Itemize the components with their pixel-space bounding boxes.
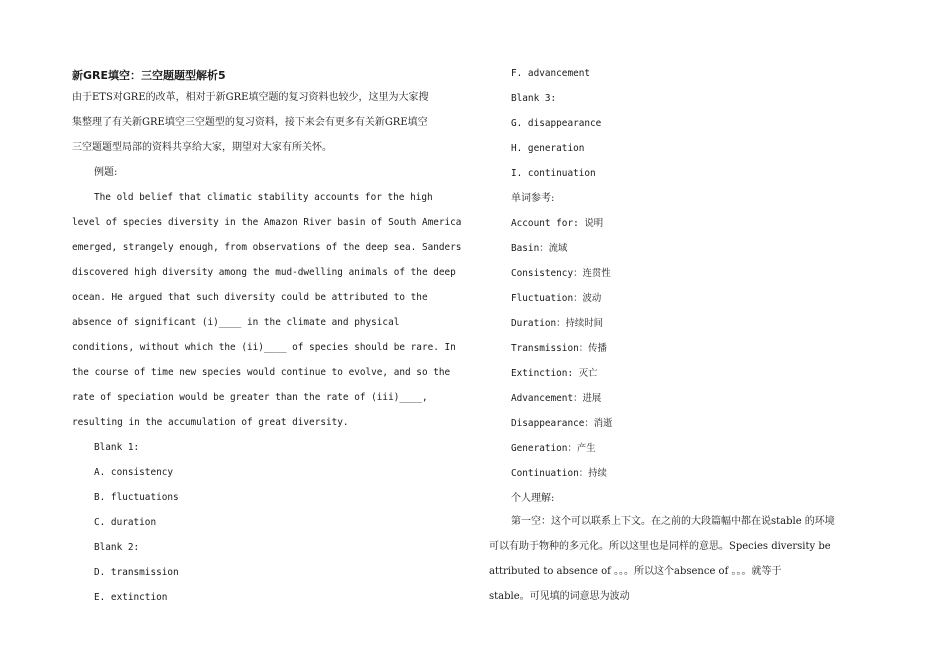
vocab-item: Extinction: 灭亡 bbox=[511, 368, 598, 379]
vocab-item: Fluctuation：波动 bbox=[511, 293, 602, 304]
option-b: B. fluctuations bbox=[94, 492, 179, 503]
analysis-line: attributed to absence of 。。。所以这个absence of 。。。就等于 bbox=[489, 566, 782, 577]
vocab-item: Generation：产生 bbox=[511, 443, 596, 454]
analysis-line: 第一空：这个可以联系上下文。在之前的大段篇幅中都在说stable 的环境 bbox=[511, 516, 835, 527]
blank-3-label: Blank 3: bbox=[511, 93, 557, 104]
option-i: I. continuation bbox=[511, 168, 596, 179]
vocab-label: 单词参考: bbox=[511, 193, 555, 204]
analysis-line: stable。可见填的词意思为波动 bbox=[489, 591, 630, 602]
passage-line: The old belief that climatic stability accounts for the high bbox=[94, 192, 433, 203]
passage-line: conditions, without which the (ii)____ of species should be rare. In bbox=[72, 342, 456, 353]
vocab-item: Duration：持续时间 bbox=[511, 318, 604, 329]
passage-line: rate of speciation would be greater than the rate of (iii)____, bbox=[72, 392, 428, 403]
passage-line: discovered high diversity among the mud-dwelling animals of the deep bbox=[72, 267, 456, 278]
example-label-text: 例题: bbox=[94, 167, 118, 178]
intro-line: 三空题题型局部的资料共享给大家，期望对大家有所关怀。 bbox=[72, 142, 332, 153]
vocab-item: Consistency：连贯性 bbox=[511, 268, 611, 279]
option-g: G. disappearance bbox=[511, 118, 602, 129]
right-options bbox=[511, 66, 613, 516]
option-a: A. consistency bbox=[94, 467, 174, 478]
vocab-item: Account for: 说明 bbox=[511, 218, 604, 229]
passage bbox=[72, 190, 461, 440]
analysis-label: 个人理解: bbox=[511, 493, 555, 504]
analysis-paragraph bbox=[489, 514, 835, 614]
example-label bbox=[72, 165, 117, 190]
vocab-item: Advancement：进展 bbox=[511, 393, 602, 404]
article-title: 新GRE填空：三空题题型解析5 bbox=[72, 69, 226, 82]
intro-paragraph bbox=[72, 90, 467, 165]
left-options bbox=[72, 440, 179, 615]
option-h: H. generation bbox=[511, 143, 585, 154]
vocab-item: Transmission：传播 bbox=[511, 343, 607, 354]
blank-1-label: Blank 1: bbox=[94, 442, 140, 453]
passage-line: level of species diversity in the Amazon River basin of South America bbox=[72, 217, 462, 228]
passage-line: the course of time new species would continue to evolve, and so the bbox=[72, 367, 451, 378]
analysis-line: 可以有助于物种的多元化。所以这里也是同样的意思。Species diversity be bbox=[489, 541, 831, 552]
vocab-item: Basin：流域 bbox=[511, 243, 568, 254]
option-d: D. transmission bbox=[94, 567, 179, 578]
option-f: F. advancement bbox=[511, 68, 591, 79]
option-c: C. duration bbox=[94, 517, 157, 528]
intro-line: 集整理了有关新GRE填空三空题型的复习资料，接下来会有更多有关新GRE填空 bbox=[72, 117, 428, 128]
intro-line: 由于ETS对GRE的改革，相对于新GRE填空题的复习资料也较少，这里为大家搜 bbox=[72, 92, 429, 103]
passage-line: ocean. He argued that such diversity could be attributed to the bbox=[72, 292, 428, 303]
option-e: E. extinction bbox=[94, 592, 168, 603]
passage-line: emerged, strangely enough, from observations of the deep sea. Sanders bbox=[72, 242, 462, 253]
blank-2-label: Blank 2: bbox=[94, 542, 140, 553]
vocab-item: Continuation：持续 bbox=[511, 468, 607, 479]
passage-line: resulting in the accumulation of great diversity. bbox=[72, 417, 349, 428]
passage-line: absence of significant (i)____ in the climate and physical bbox=[72, 317, 400, 328]
vocab-item: Disappearance：消逝 bbox=[511, 418, 613, 429]
